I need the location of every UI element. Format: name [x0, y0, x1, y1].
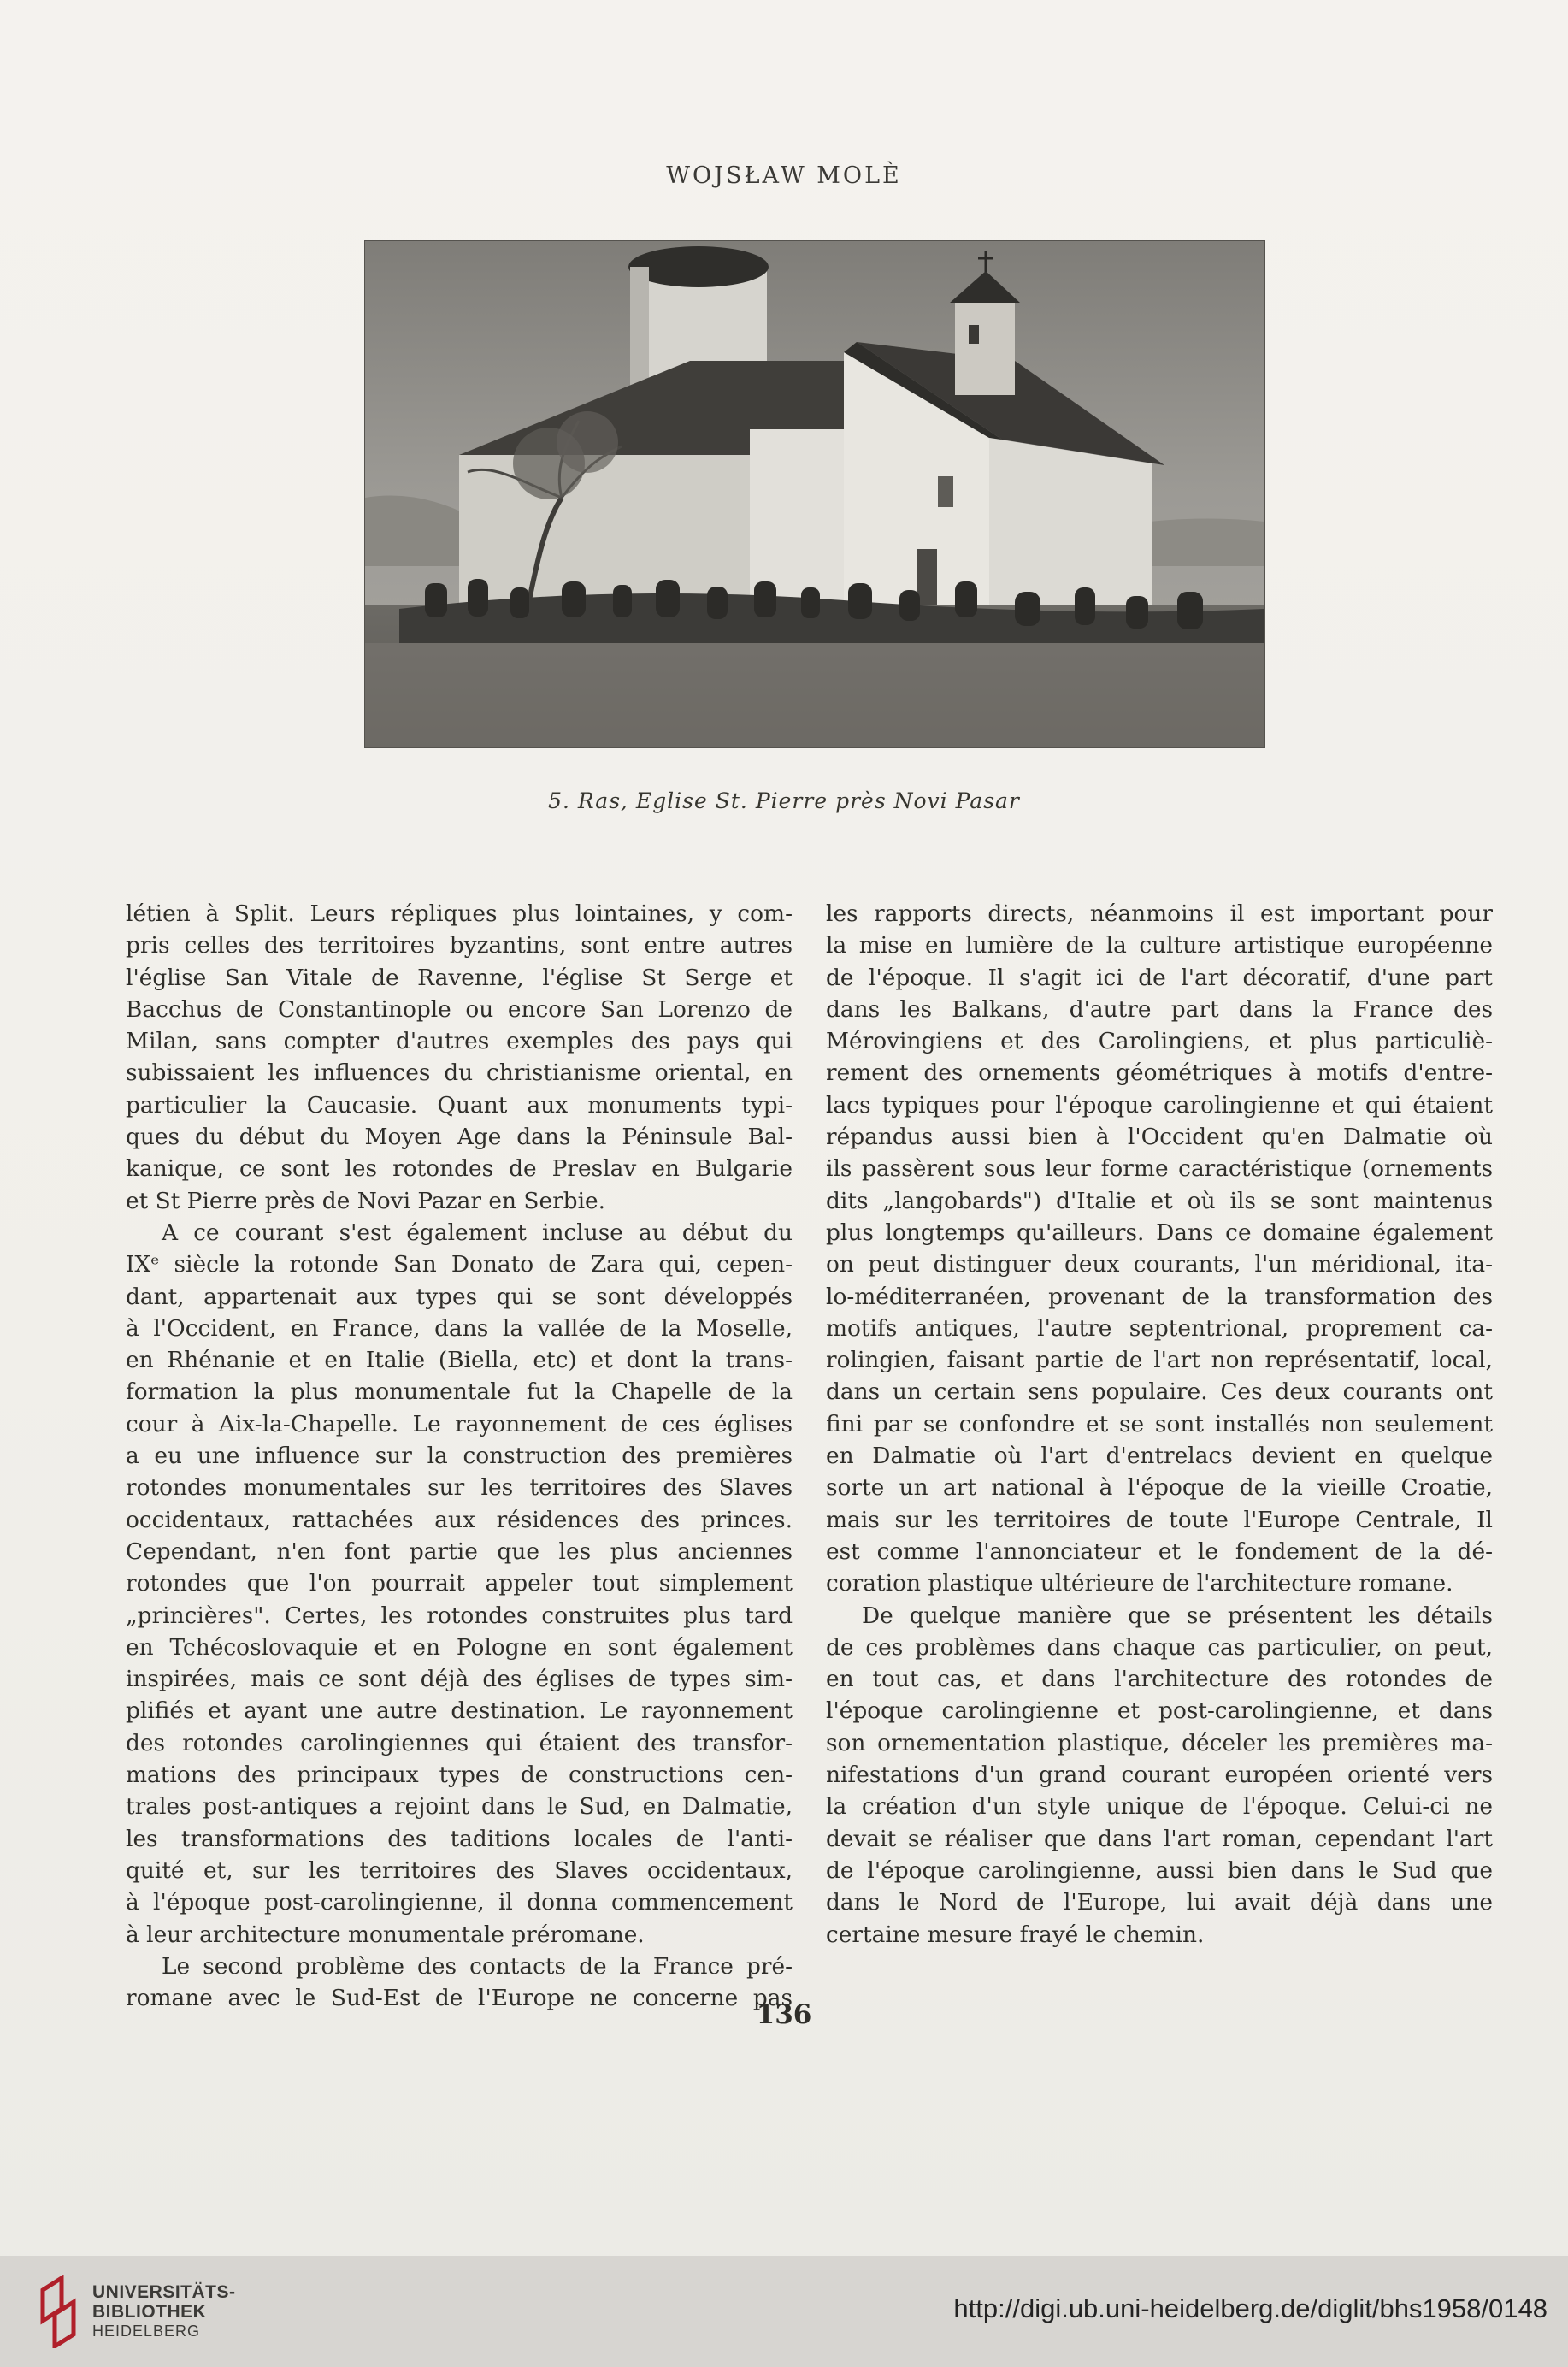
text-line: est comme l'annonciateur et le fondement de la dé-: [826, 1538, 1493, 1565]
text-line: ques du début du Moyen Age dans la Péninsule Bal-: [126, 1124, 793, 1151]
text-line: des rotondes carolingiennes qui étaient des transfor-: [126, 1729, 793, 1756]
text-line: subissaient les influences du christianisme oriental, en: [126, 1060, 793, 1087]
text-line: les transformations des taditions locales de l'anti-: [126, 1825, 793, 1852]
text-line: sorte un art national à l'époque de la vieille Croatie,: [826, 1474, 1493, 1502]
text-line: dans un certain sens populaire. Ces deux courants ont: [826, 1378, 1493, 1406]
text-line: occidentaux, rattachées aux résidences des princes.: [126, 1506, 793, 1533]
text-line: ils passèrent sous leur forme caractéristique (ornements: [826, 1155, 1493, 1183]
text-line: rement des ornements géométriques à motifs d'entre-: [826, 1060, 1493, 1087]
text-line: De quelque manière que se présentent les détails: [862, 1602, 1493, 1629]
text-line: rotondes que l'on pourrait appeler tout simplement: [126, 1570, 793, 1597]
text-line: de ces problèmes dans chaque cas particulier, on peut,: [826, 1633, 1493, 1661]
text-line: particulier la Caucasie. Quant aux monuments typi-: [126, 1091, 793, 1119]
right-column: [826, 898, 1493, 1951]
text-line: rolingien, faisant partie de l'art non représentatif, local,: [826, 1347, 1493, 1374]
text-line: létien à Split. Leurs répliques plus lointaines, y com-: [126, 900, 793, 927]
text-line: A ce courant s'est également incluse au début du: [162, 1219, 793, 1246]
text-line: en tout cas, et dans l'architecture des rotondes de: [826, 1666, 1493, 1693]
text-line: formation la plus monumentale fut la Chapelle de la: [126, 1378, 793, 1406]
text-line: à leur architecture monumentale préromane.: [126, 1921, 645, 1948]
text-line: les rapports directs, néanmoins il est important pour: [826, 900, 1493, 927]
text-line: romane avec le Sud-Est de l'Europe ne concerne pas: [126, 1985, 793, 2012]
text-line: motifs antiques, l'autre septentrional, proprement ca-: [826, 1314, 1493, 1342]
text-line: de l'époque carolingienne, aussi bien dans le Sud que: [826, 1856, 1493, 1884]
church-photograph-image: [365, 241, 1264, 747]
text-line: on peut distinguer deux courants, l'un méridional, ita-: [826, 1251, 1493, 1278]
text-line: Mérovingiens et des Carolingiens, et plus particuliè-: [826, 1028, 1493, 1055]
text-line: rotondes monumentales sur les territoires des Slaves: [126, 1474, 793, 1502]
library-logo-icon: [36, 2275, 80, 2348]
text-line: dits „langobards") d'Italie et où ils se sont maintenus: [826, 1187, 1493, 1214]
text-line: dans les Balkans, d'autre part dans la France des: [826, 995, 1493, 1023]
text-line: la mise en lumière de la culture artistique européenne: [826, 932, 1493, 959]
running-head: WOJSŁAW MOLÈ: [666, 162, 902, 189]
text-line: a eu une influence sur la construction des premières: [126, 1443, 793, 1470]
text-line: en Rhénanie et en Italie (Biella, etc) et dont la trans-: [126, 1347, 793, 1374]
text-line: Le second problème des contacts de la France pré-: [162, 1952, 793, 1980]
text-line: dans le Nord de l'Europe, lui avait déjà dans une: [826, 1889, 1493, 1916]
library-name-line: BIBLIOTHEK: [92, 2302, 207, 2322]
figure-caption: 5. Ras, Eglise St. Pierre près Novi Pasar: [548, 788, 1020, 813]
text-line: de l'époque. Il s'agit ici de l'art décoratif, d'une part: [826, 964, 1493, 991]
text-line: Cependant, n'en font partie que les plus anciennes: [126, 1538, 793, 1565]
text-line: quité et, sur les territoires des Slaves occidentaux,: [126, 1856, 793, 1884]
text-line: son ornementation plastique, déceler les premières ma-: [826, 1729, 1493, 1756]
text-line: plifiés et ayant une autre destination. Le rayonnement: [126, 1697, 793, 1725]
text-line: en Tchécoslovaquie et en Pologne en sont également: [126, 1633, 793, 1661]
text-line: la création d'un style unique de l'époque. Celui-ci ne: [826, 1793, 1493, 1821]
text-line: fini par se confondre et se sont installés non seulement: [826, 1410, 1493, 1437]
text-line: et St Pierre près de Novi Pazar en Serbie.: [126, 1187, 606, 1214]
text-line: Bacchus de Constantinople ou encore San Lorenzo de: [126, 995, 793, 1023]
text-line: inspirées, mais ce sont déjà des églises de types sim-: [126, 1666, 793, 1693]
text-line: trales post-antiques a rejoint dans le Sud, en Dalmatie,: [126, 1793, 793, 1821]
text-line: à l'époque post-carolingienne, il donna commencement: [126, 1889, 793, 1916]
text-line: l'époque carolingienne et post-carolingienne, et dans: [826, 1697, 1493, 1725]
text-line: kanique, ce sont les rotondes de Preslav en Bulgarie: [126, 1155, 793, 1183]
library-name: [92, 2282, 236, 2341]
library-name-line: UNIVERSITÄTS-: [92, 2282, 236, 2302]
text-line: Milan, sans compter d'autres exemples des pays qui: [126, 1028, 793, 1055]
text-line: répandus aussi bien à l'Occident qu'en Dalmatie où: [826, 1124, 1493, 1151]
left-column: [126, 898, 793, 2014]
source-url-link[interactable]: http://digi.ub.uni-heidelberg.de/diglit/bhs1958/0148: [953, 2293, 1547, 2323]
text-line: cour à Aix-la-Chapelle. Le rayonnement de ces églises: [126, 1410, 793, 1437]
text-line: coration plastique ultérieure de l'architecture romane.: [826, 1570, 1453, 1597]
church-photograph: [365, 241, 1264, 747]
text-line: mais sur les territoires de toute l'Europe Centrale, Il: [826, 1506, 1493, 1533]
text-line: lacs typiques pour l'époque carolingienne et qui étaient: [826, 1091, 1493, 1119]
page-number: 136: [756, 1999, 812, 2030]
text-line: plus longtemps qu'ailleurs. Dans ce domaine également: [826, 1219, 1493, 1246]
text-line: certaine mesure frayé le chemin.: [826, 1921, 1205, 1948]
text-line: en Dalmatie où l'art d'entrelacs devient en quelque: [826, 1443, 1493, 1470]
text-line: „princières". Certes, les rotondes construites plus tard: [126, 1602, 793, 1629]
footer-bar: [0, 2256, 1568, 2367]
text-line: nifestations d'un grand courant européen orienté vers: [826, 1762, 1493, 1789]
text-line: IXᵉ siècle la rotonde San Donato de Zara qui, cepen-: [126, 1251, 793, 1278]
text-line: lo-méditerranéen, provenant de la transformation des: [826, 1283, 1493, 1310]
text-line: dant, appartenait aux types qui se sont développés: [126, 1283, 793, 1310]
library-name-line: HEIDELBERG: [92, 2323, 201, 2340]
text-line: l'église San Vitale de Ravenne, l'église St Serge et: [126, 964, 793, 991]
text-line: à l'Occident, en France, dans la vallée de la Moselle,: [126, 1314, 793, 1342]
text-line: devait se réaliser que dans l'art roman, cependant l'art: [826, 1825, 1493, 1852]
text-line: pris celles des territoires byzantins, sont entre autres: [126, 932, 793, 959]
text-line: mations des principaux types de constructions cen-: [126, 1762, 793, 1789]
